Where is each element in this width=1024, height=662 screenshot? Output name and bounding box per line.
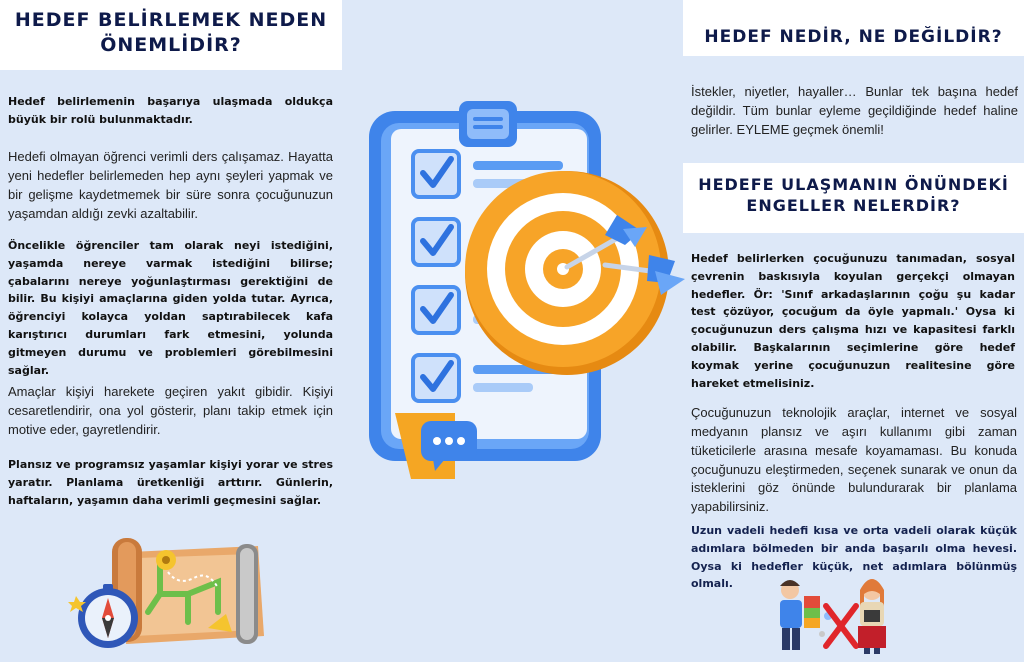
left-paragraph-3: Öncelikle öğrenciler tam olarak neyi istediğini, yaşamda nereye varmak istediğini bilirse; çabalarını nereye yoğunlaştırması gerektiğini de bilir. Bu kişiyi amaçlarına giden yolda tutar. Ayrıca, öğrenciyi kolayca yoldan saptırabilecek kafa karıştırıcı durumları fark etmesini, yolunda gitmeyen durumu ve problemleri görebilmesini sağlar. bbox=[8, 239, 333, 377]
left-title: HEDEF BELİRLEMEK NEDEN ÖNEMLİDİR? bbox=[0, 0, 342, 70]
checklist-target-icon bbox=[355, 95, 695, 495]
left-paragraph-5: Plansız ve programsız yaşamlar kişiyi yorar ve stres yaratır. Planlama üretkenliği arttırır. Günlerin, haftaların, yaşamın daha verimli geçmesini sağlar. bbox=[8, 458, 333, 507]
left-paragraph-2: Hedefi olmayan öğrenci verimli ders çalışamaz. Hayatta yeni hedefler belirlemeden hep aynı şeyleri yapmak ve bir gelişme kaydetmemek bir süre sonra çocuğunuzun yaşamdan aldığı zevki azaltabilir. bbox=[8, 149, 333, 221]
right-paragraph-1: İstekler, niyetler, hayaller… Bunlar tek başına hedef değildir. Tüm bunlar eyleme geçildiğinde hedef haline gelirler. EYLEME geçmek önemli! bbox=[691, 84, 1018, 137]
target-icon bbox=[465, 171, 669, 375]
left-paragraph-1: Hedef belirlemenin başarıya ulaşmada oldukça büyük bir rolü bulunmaktadır. bbox=[8, 95, 333, 126]
right-paragraph-3: Çocuğunuzun teknolojik araçlar, internet ve sosyal medyanın plansız ve aşırı kullanımı gibi zaman tüketicilerle arasına mesafe koyamaması. Bu konuda çocuğunuzu eleştirmeden, seçenek sunarak ve onun da isteklerini göz önünde bulundurarak bir planlama yapabilirsiniz. bbox=[691, 405, 1017, 515]
left-paragraph-4: Amaçlar kişiyi harekete geçiren yakıt gibidir. Kişiyi cesaretlendirir, ona yol gösterir, planı takip etmek için motive eder, gayretlendirir. bbox=[8, 384, 333, 437]
right-title-1: HEDEF NEDİR, NE DEĞİLDİR? bbox=[683, 0, 1024, 56]
right-paragraph-4: Uzun vadeli hedefi kısa ve orta vadeli olarak küçük adımlara bölmeden bir anda başarılı olma hevesi. Oysa ki hedefler küçük, net adımlara bölünmüş olmalı. bbox=[691, 524, 1017, 591]
map-compass-icon bbox=[68, 532, 278, 652]
right-title-2: HEDEFE ULAŞMANIN ÖNÜNDEKİ ENGELLER NELERDİR? bbox=[683, 163, 1024, 233]
right-paragraph-2: Hedef belirlerken çocuğunuzu tanımadan, sosyal çevrenin baskısıyla koyulan gerçekçi olmayan hedefler. Ör: 'Sınıf arkadaşlarının çoğu şu kadar test çözüyor, çocuğum da öyle yapmalı.' Oysa ki çocuğunuzun ders çalışma hızı ve kapasitesi farklı olabilir. Başkalarının seçimlerine göre hedef koymak yerine çocuğunuzun realitesine göre hareket etmelisiniz. bbox=[691, 252, 1015, 390]
cross-icon bbox=[826, 606, 856, 646]
